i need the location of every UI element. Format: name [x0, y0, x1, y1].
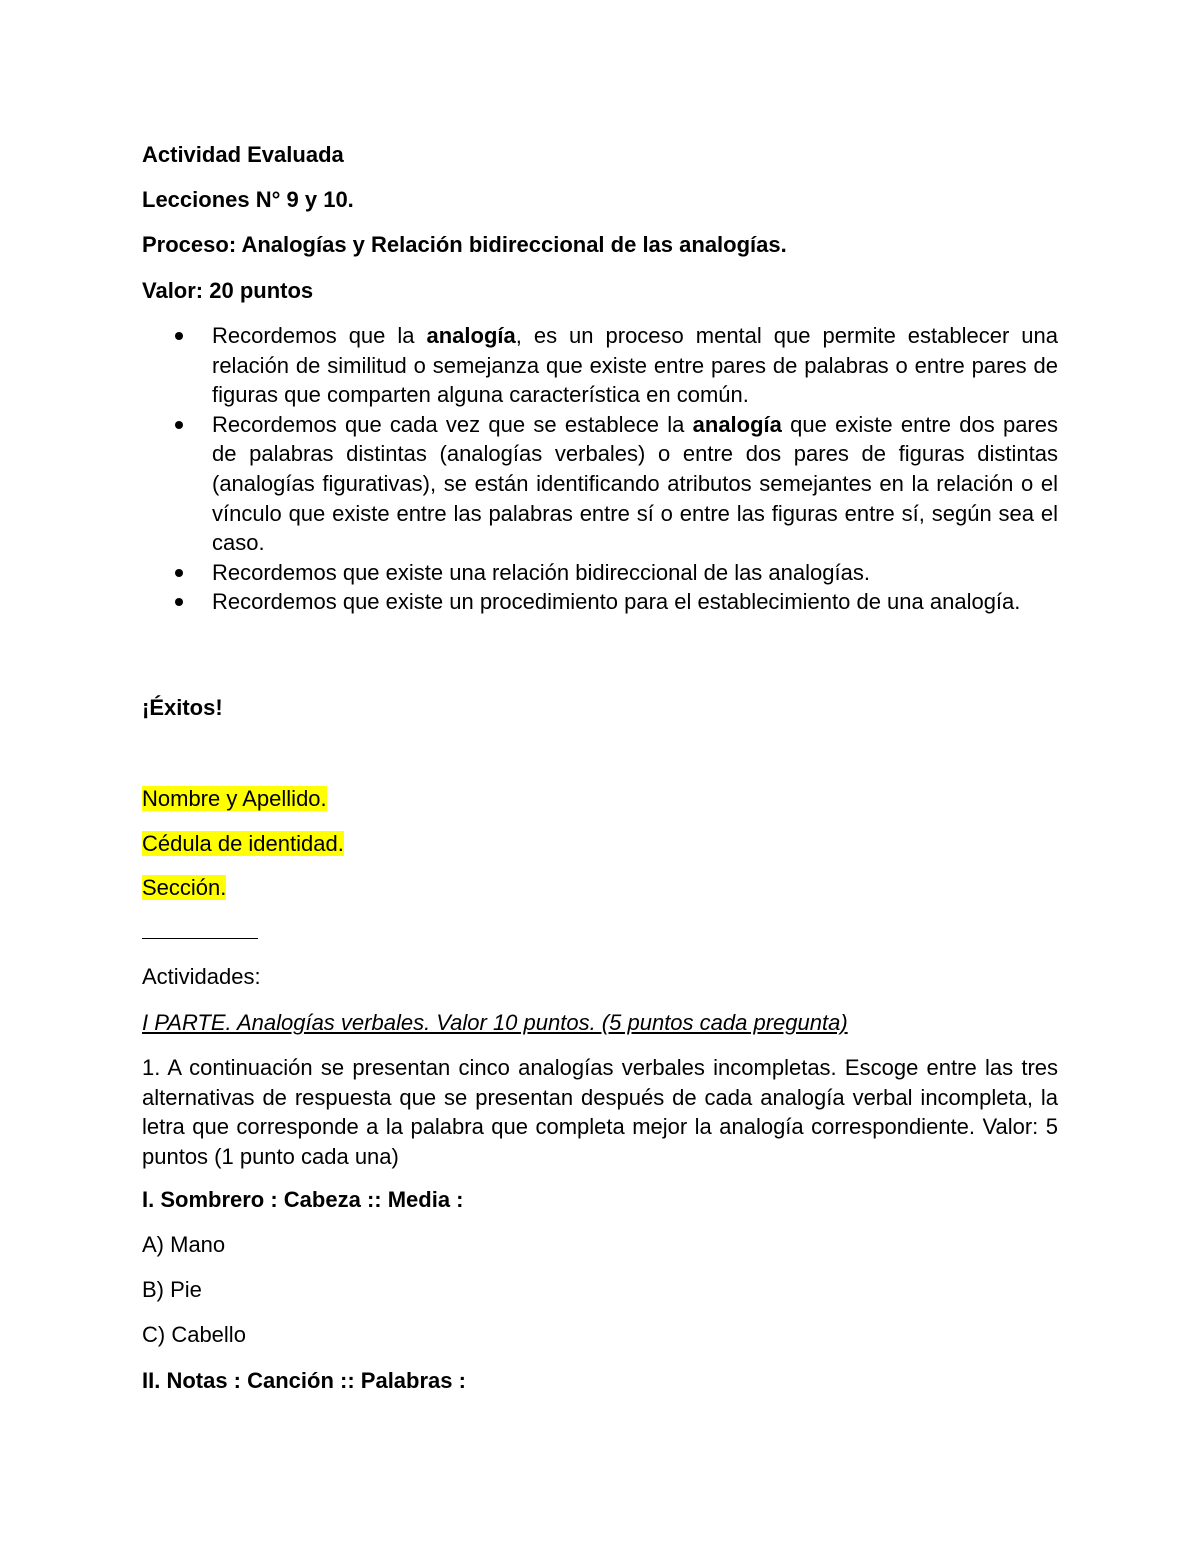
- bullet-item: Recordemos que cada vez que se establece la analogía que existe entre dos pares de palabras distintas (analogías verbales) o entre dos pares de figuras distintas (analogías figurativas), se están identificando atributos semejantes en la relación o el vínculo que existe entre las palabras entre sí o entre las figuras entre sí, según sea el caso.: [142, 410, 1058, 558]
- process-line: Proceso: Analogías y Relación bidireccional de las analogías.: [142, 232, 787, 257]
- question-1-option-c: C) Cabello: [142, 1322, 246, 1347]
- separator-dashes: [142, 920, 258, 950]
- bullet-dot-icon: [175, 598, 183, 606]
- part1-heading: I PARTE. Analogías verbales. Valor 10 puntos. (5 puntos cada pregunta): [142, 1010, 848, 1035]
- bullet-item: Recordemos que existe una relación bidireccional de las analogías.: [142, 558, 1058, 588]
- activities-label: Actividades:: [142, 964, 261, 989]
- value-line: Valor: 20 puntos: [142, 278, 314, 303]
- bullet-item: Recordemos que la analogía, es un proceso mental que permite establecer una relación de similitud o semejanza que existe entre pares de palabras o entre pares de figuras que comparten alguna característica en común.: [142, 321, 1058, 410]
- question-1-option-b: B) Pie: [142, 1277, 202, 1302]
- bullet-item: Recordemos que existe un procedimiento para el establecimiento de una analogía.: [142, 587, 1058, 617]
- question-1-option-a: A) Mano: [142, 1232, 226, 1257]
- bullet-dot-icon: [175, 421, 183, 429]
- exitos-line: ¡Éxitos!: [142, 695, 223, 720]
- part1-instructions: 1. A continuación se presentan cinco analogías verbales incompletas. Escoge entre las tres alternativas de respuesta que se presentan después de cada analogía verbal incompleta, la letra que corresponde a la palabra que completa mejor la analogía correspondiente. Valor: 5 puntos (1 punto cada una): [142, 1055, 1058, 1169]
- section-field-label: Sección.: [142, 875, 227, 900]
- name-field-label: Nombre y Apellido.: [142, 786, 327, 811]
- bullet-dot-icon: [175, 569, 183, 577]
- question-1-prompt: I. Sombrero : Cabeza :: Media :: [142, 1187, 464, 1212]
- doc-title: Actividad Evaluada: [142, 142, 344, 167]
- question-2-prompt: II. Notas : Canción :: Palabras :: [142, 1368, 466, 1393]
- bullet-dot-icon: [175, 332, 183, 340]
- id-field-label: Cédula de identidad.: [142, 831, 344, 856]
- review-bullet-list: [142, 321, 1058, 617]
- lessons-line: Lecciones N° 9 y 10.: [142, 187, 354, 212]
